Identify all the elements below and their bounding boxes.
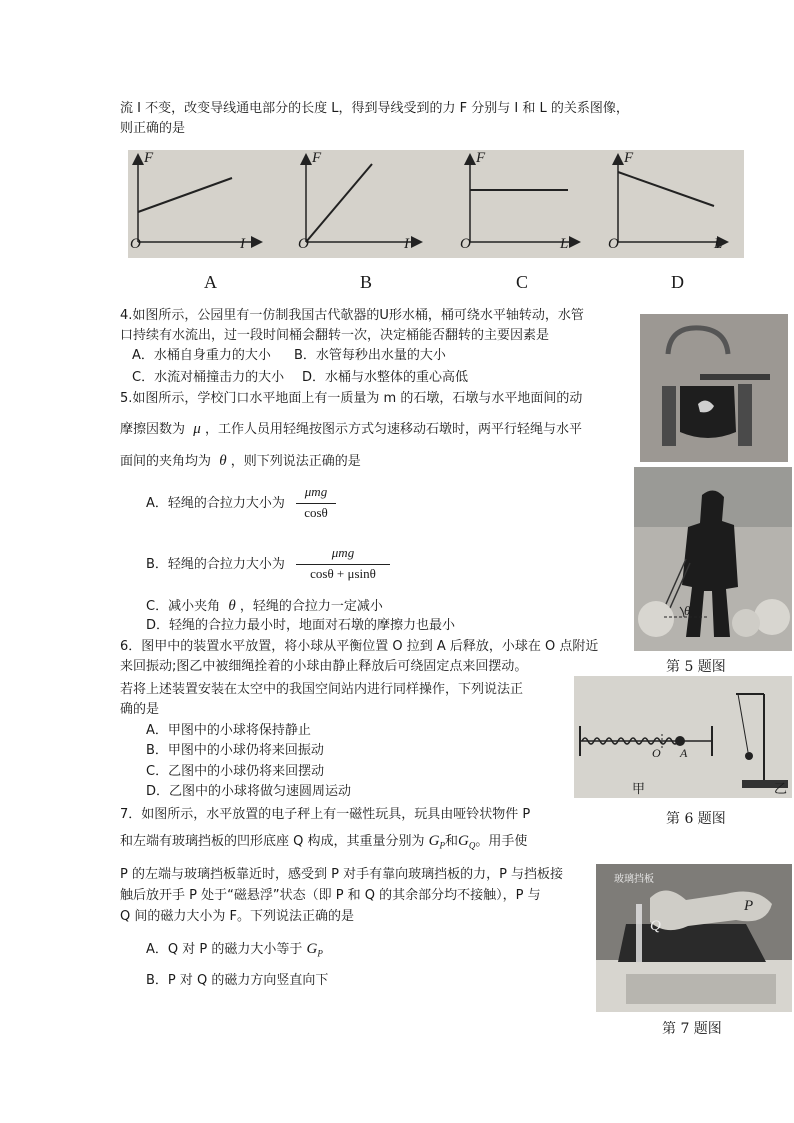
intro-line-1: 流 I 不变，改变导线通电部分的长度 L，得到导线受到的力 F 分别与 I 和 L 的关系图像， — [120, 101, 629, 116]
q7-line-5: Q 间的磁力大小为 F。下列说法正确的是 — [120, 909, 354, 924]
q7-gp-subscript: P — [439, 840, 445, 851]
q6-option-b: B．甲图中的小球仍将来回振动 — [146, 743, 324, 758]
q5-option-b-denominator: cosθ + μsinθ — [310, 566, 376, 581]
q7-line-1: 7．如图所示，水平放置的电子秤上有一磁性玩具，玩具由哑铃状物件 P — [120, 807, 531, 822]
graph-c-x-label: L — [560, 236, 569, 252]
graph-d-y-label: F — [624, 150, 634, 166]
q5-line-2 — [120, 420, 582, 439]
q7-line-3: P 的左端与玻璃挡板靠近时，感受到 P 对手有靠向玻璃挡板的力，P 与挡板接 — [120, 867, 564, 882]
graph-b-x-label: I — [404, 236, 409, 252]
q5-option-a-denominator: cosθ — [304, 505, 328, 520]
q5-option-b: B．轻绳的合拉力大小为 — [146, 557, 285, 572]
graph-a-y-label: F — [144, 150, 154, 166]
q5-option-c-theta: θ — [228, 598, 236, 614]
q5-option-a-fraction-bar — [296, 503, 336, 504]
q7-label-q: Q — [650, 918, 661, 934]
q7-label-p: P — [744, 898, 754, 914]
graph-b-line — [306, 164, 372, 242]
q7-line-4: 触后放开手 P 处于“磁悬浮”状态（即 P 和 Q 的其余部分均不接触），P 与 — [120, 888, 541, 903]
q6-option-c: C．乙图中的小球仍将来回摆动 — [146, 764, 325, 779]
q5-figure-caption: 第 5 题图 — [666, 659, 726, 675]
q5-option-b-fraction-bar — [296, 564, 390, 565]
q4-option-d: D．水桶与水整体的重心高低 — [302, 370, 469, 385]
q4-line-2: 口持续有水流出，过一段时间桶会翻转一次，决定桶能否翻转的主要因素是 — [120, 328, 550, 343]
q7-and: 和 — [444, 834, 458, 849]
graph-c-origin: O — [460, 236, 471, 252]
q7-figure-photo — [596, 864, 792, 1012]
q6-line-4: 确的是 — [120, 702, 160, 717]
q5-figure-theta-label: θ — [684, 603, 691, 618]
q6-line-1: 6．图甲中的装置水平放置，将小球从平衡位置 O 拉到 A 后释放，小球在 O 点附近 — [120, 639, 599, 654]
q5-option-a: A．轻绳的合拉力大小为 — [146, 496, 285, 511]
q6-option-a: A．甲图中的小球将保持静止 — [146, 723, 311, 738]
q7-option-a-subscript: P — [317, 948, 323, 959]
q7-gq-symbol: G — [458, 833, 469, 849]
graph-letter-b: B — [360, 272, 373, 292]
q5-line-2-a: 摩擦因数为 — [120, 422, 186, 437]
q7-option-a — [146, 940, 323, 963]
q4-option-b: B．水管每秒出水量的大小 — [294, 348, 446, 363]
q5-option-b-numerator: μmg — [331, 545, 355, 560]
graph-c-y-label: F — [476, 150, 486, 166]
q6-label-o: O — [652, 746, 661, 760]
graph-a-x-label: I — [240, 236, 245, 252]
q7-line-2-b: 。用手使 — [475, 834, 528, 849]
q6-label-yi: 乙 — [774, 782, 788, 797]
graph-b-origin: O — [298, 236, 309, 252]
q5-line-1: 5.如图所示，学校门口水平地面上有一质量为 m 的石墩，石墩与水平地面间的动 — [120, 391, 583, 406]
q7-option-a-g: G — [306, 941, 318, 957]
q6-figure-photo — [574, 676, 792, 798]
q5-line-3-a: 面间的夹角均为 — [120, 454, 212, 469]
q5-figure-photo — [634, 467, 792, 651]
q7-option-b: B．P 对 Q 的磁力方向竖直向下 — [146, 973, 329, 988]
q5-option-a-numerator: μmg — [304, 484, 328, 499]
q4-option-a: A．水桶自身重力的大小 — [132, 348, 271, 363]
q5-option-d: D．轻绳的合拉力最小时，地面对石墩的摩擦力也最小 — [146, 618, 456, 633]
q4-line-1: 4.如图所示，公园里有一仿制我国古代欹器的U形水桶，桶可绕水平轴转动，水管 — [120, 308, 584, 323]
q5-theta-symbol: θ — [219, 453, 227, 469]
graph-a-origin: O — [130, 236, 141, 252]
graph-letter-a: A — [204, 272, 217, 292]
graph-d-line — [618, 172, 714, 206]
q5-option-c — [146, 597, 383, 616]
graph-d-x-label: L — [714, 236, 723, 252]
graphs-svg — [128, 150, 744, 258]
q7-line-2-a: 和左端有玻璃挡板的凹形底座 Q 构成，其重量分别为 — [120, 834, 425, 849]
graph-a-line — [138, 178, 232, 212]
q7-option-a-text: A．Q 对 P 的磁力大小等于 — [146, 942, 303, 957]
q6-line-3: 若将上述装置安装在太空中的我国空间站内进行同样操作，下列说法正 — [120, 682, 524, 697]
graphs-strip — [128, 150, 744, 258]
q5-line-2-b: ，工作人员用轻绳按图示方式匀速移动石墩时，两平行轻绳与水平 — [204, 422, 582, 437]
q6-label-a: A — [680, 746, 688, 760]
q5-option-c-a: C．减小夹角 — [146, 599, 221, 614]
q7-label-glass: 玻璃挡板 — [614, 874, 654, 885]
q5-mu-symbol: μ — [193, 421, 201, 437]
q7-gp-symbol: G — [428, 833, 440, 849]
graph-letter-c: C — [516, 272, 529, 292]
q6-figure-caption: 第 6 题图 — [666, 811, 726, 827]
graph-d-origin: O — [608, 236, 619, 252]
q6-line-2: 来回振动;图乙中被细绳拴着的小球由静止释放后可绕固定点来回摆动。 — [120, 659, 528, 674]
q6-label-jia: 甲 — [632, 782, 646, 797]
intro-line-2: 则正确的是 — [120, 121, 186, 136]
q5-line-3-b: ，则下列说法正确的是 — [230, 454, 361, 469]
q5-option-c-b: ，轻绳的合拉力一定减小 — [239, 599, 383, 614]
q6-option-d: D．乙图中的小球将做匀速圆周运动 — [146, 784, 352, 799]
q7-line-2 — [120, 832, 527, 855]
q4-figure-photo — [640, 314, 788, 462]
q7-figure-caption: 第 7 题图 — [662, 1021, 722, 1037]
graph-letter-d: D — [671, 272, 684, 292]
q4-option-c: C．水流对桶撞击力的大小 — [132, 370, 285, 385]
q5-line-3 — [120, 452, 361, 471]
q7-gq-subscript: Q — [468, 840, 476, 851]
graph-b-y-label: F — [312, 150, 322, 166]
